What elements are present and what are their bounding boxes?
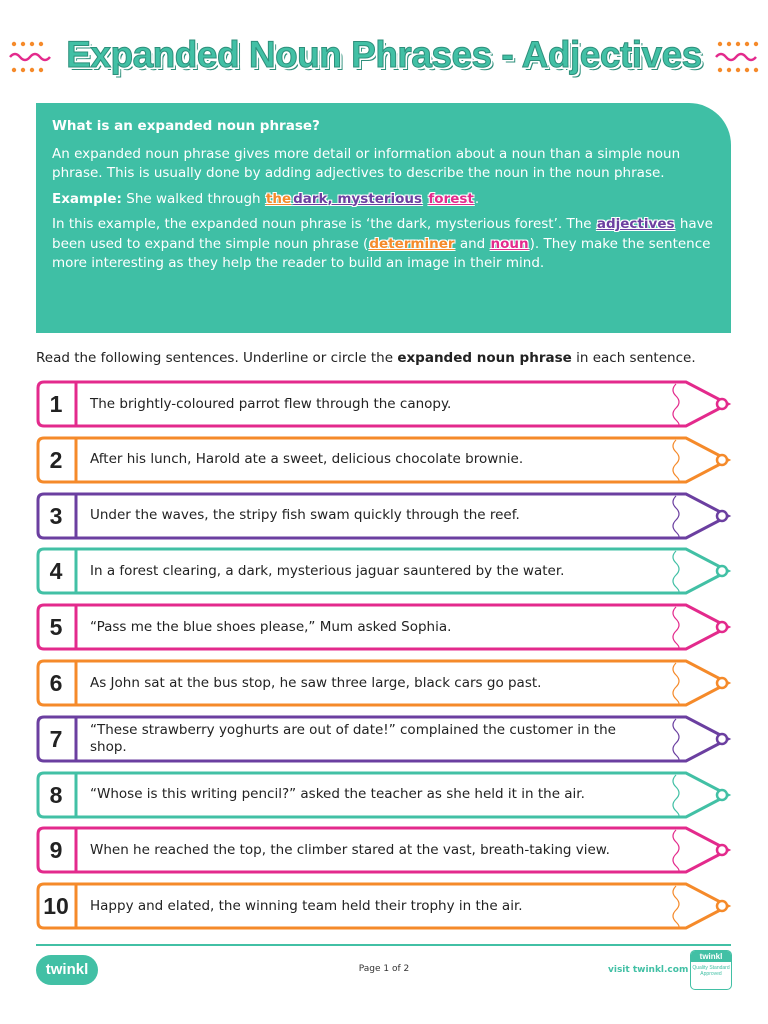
- visit-link[interactable]: visit twinkl.com: [608, 965, 689, 975]
- page-number: Page 1 of 2: [358, 964, 410, 974]
- info-explanation: [52, 215, 715, 274]
- sentence-text[interactable]: Happy and elated, the winning team held their trophy in the air.: [90, 897, 523, 914]
- badge-subtitle: Quality Standard Approved: [692, 965, 730, 977]
- sentence-text[interactable]: “These strawberry yoghurts are out of date!” complained the customer in the shop.: [90, 721, 616, 755]
- sentence-row-7: [36, 715, 736, 763]
- instruction-before: Read the following sentences. Underline or circle the: [36, 350, 394, 366]
- example-determiner: the: [265, 190, 292, 207]
- sentence-row-1: [36, 380, 736, 428]
- instruction-after: in each sentence.: [576, 350, 696, 366]
- sentence-number: 1: [49, 391, 63, 417]
- sentence-text[interactable]: “Pass me the blue shoes please,” Mum asked Sophia.: [90, 618, 452, 635]
- sentence-text[interactable]: Under the waves, the stripy fish swam quickly through the reef.: [90, 507, 520, 524]
- sentence-row-6: [36, 659, 736, 707]
- quality-badge: [690, 950, 732, 990]
- twinkl-logo: twinkl: [36, 955, 98, 985]
- info-definition: An expanded noun phrase gives more detail or information about a noun than a simple noun phrase. This is usually done by adding adjectives to describe the noun in the noun phrase.: [52, 145, 681, 181]
- explain-and: and: [459, 235, 486, 252]
- sentence-number: 5: [49, 614, 63, 641]
- sentence-number: 4: [49, 558, 63, 585]
- sentence-number: 2: [49, 446, 63, 473]
- badge-brand: twinkl: [691, 951, 731, 962]
- info-box: [36, 103, 731, 333]
- example-adjectives: dark, mysterious: [293, 190, 423, 207]
- sentence-number: 7: [49, 725, 63, 752]
- instruction-bold: expanded noun phrase: [397, 350, 572, 366]
- sentence-row-8: [36, 771, 736, 819]
- sentence-number: 8: [49, 781, 63, 808]
- page-title: Expanded Noun Phrases - Adjectives: [66, 34, 702, 75]
- sentence-number: 3: [49, 502, 63, 529]
- example-text: She walked through: [126, 190, 261, 207]
- sentence-number: 10: [43, 893, 69, 920]
- sentence-row-10: [36, 882, 736, 930]
- instruction: [36, 350, 696, 366]
- example-end: .: [474, 190, 480, 207]
- explain-noun: noun: [490, 235, 529, 252]
- sentence-number: 6: [49, 670, 63, 696]
- sentence-row-4: [36, 547, 736, 595]
- explain-part-2: have been used to expand the simple noun phrase (: [52, 216, 713, 252]
- sentence-row-9: [36, 826, 736, 874]
- explain-adjectives: adjectives: [596, 216, 675, 232]
- sentence-row-5: [36, 603, 736, 651]
- sentence-text[interactable]: In a forest clearing, a dark, mysterious jaguar sauntered by the water.: [90, 562, 565, 579]
- title-decoration-right: [712, 38, 760, 78]
- info-question: What is an expanded noun phrase?: [52, 118, 320, 134]
- sentence-text[interactable]: The brightly-coloured parrot flew through the canopy.: [90, 395, 452, 412]
- sentence-text[interactable]: “Whose is this writing pencil?” asked the teacher as she held it in the air.: [90, 786, 585, 803]
- sentence-text[interactable]: After his lunch, Harold ate a sweet, delicious chocolate brownie.: [90, 451, 524, 468]
- sentence-row-3: [36, 492, 736, 540]
- explain-part-3: ). They make the sentence more interesting as they help the reader to build an image in their mind.: [52, 235, 711, 271]
- sentence-text[interactable]: As John sat at the bus stop, he saw three large, black cars go past.: [90, 674, 542, 691]
- sentence-row-2: [36, 436, 736, 484]
- sentence-number: 9: [49, 837, 63, 864]
- example-label: Example:: [52, 190, 122, 207]
- sentence-text[interactable]: When he reached the top, the climber stared at the vast, breath-taking view.: [90, 841, 610, 858]
- info-example: [52, 190, 715, 210]
- explain-determiner: determiner: [369, 235, 455, 252]
- example-noun: forest: [428, 190, 474, 207]
- footer-divider: [36, 944, 731, 946]
- explain-part-1: In this example, the expanded noun phrase is ‘the dark, mysterious forest’. The: [52, 216, 592, 232]
